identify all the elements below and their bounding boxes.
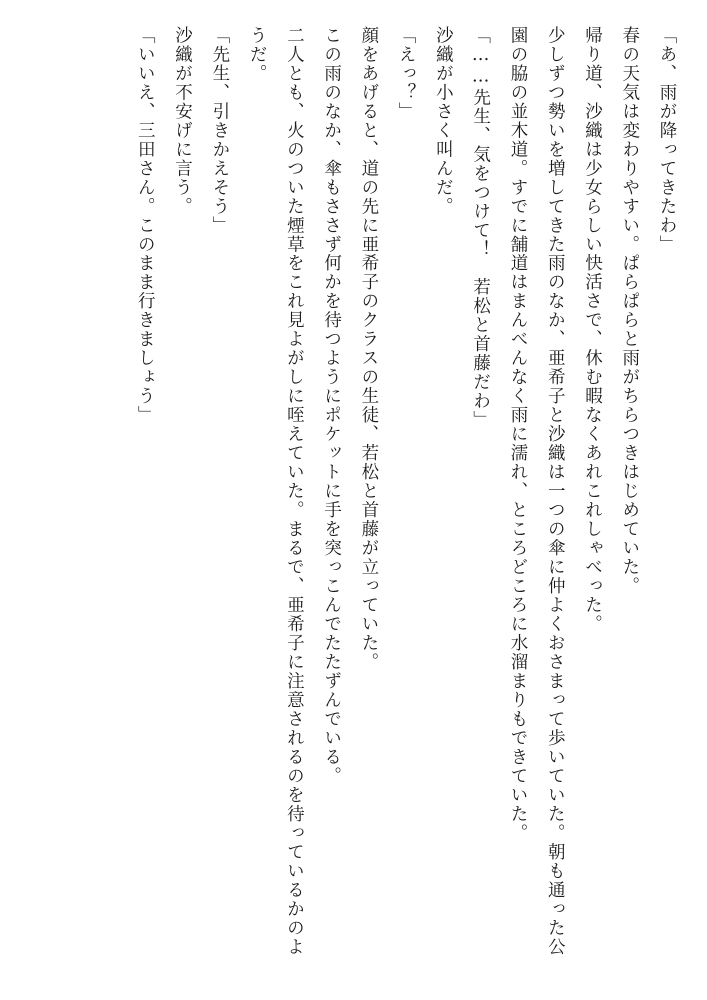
paragraph: 「いいえ、三田さん。このまま行きましょう」 [135, 26, 156, 425]
paragraph: 「えっ？」 [396, 26, 417, 121]
paragraph: 沙織が不安げに言う。 [172, 26, 193, 216]
paragraph: 春の天気は変わりやすい。ぱらぱらと雨がちらつきはじめていた。 [619, 26, 640, 596]
paragraph: 帰り道、沙織は少女らしい快活さで、休む暇なくあれこれしゃべった。 [582, 26, 603, 634]
paragraph: 「あ、雨が降ってきたわ」 [657, 26, 677, 254]
paragraph: 「先生、引きかえそう」 [209, 26, 230, 235]
paragraph: 顔をあげると、道の先に亜希子のクラスの生徒、若松と首藤が立っていた。 [358, 26, 379, 672]
vertical-text-body [17, 26, 685, 974]
paragraph: 「……先生、気をつけて！ 若松と首藤だわ」 [470, 26, 491, 430]
paragraph: 沙織が小さく叫んだ。 [433, 26, 454, 216]
paragraph: 二人とも、火のついた煙草をこれ見よがしに咥えていた。まるで、亜希子に注意されるのを待っているかのようだ。 [247, 26, 305, 957]
paragraph: この雨のなか、傘もささず何かを待つようにポケットに手を突っこんでたたずんでいる。 [321, 26, 342, 786]
paragraph: 少しずつ勢いを増してきた雨のなか、亜希子と沙織は一つの傘に仲よくおさまって歩いていた。朝も通った公園の脇の並木道。すでに舗道はまんべんなく雨に濡れ、ところどころに水溜まりもできていた。 [507, 26, 566, 957]
